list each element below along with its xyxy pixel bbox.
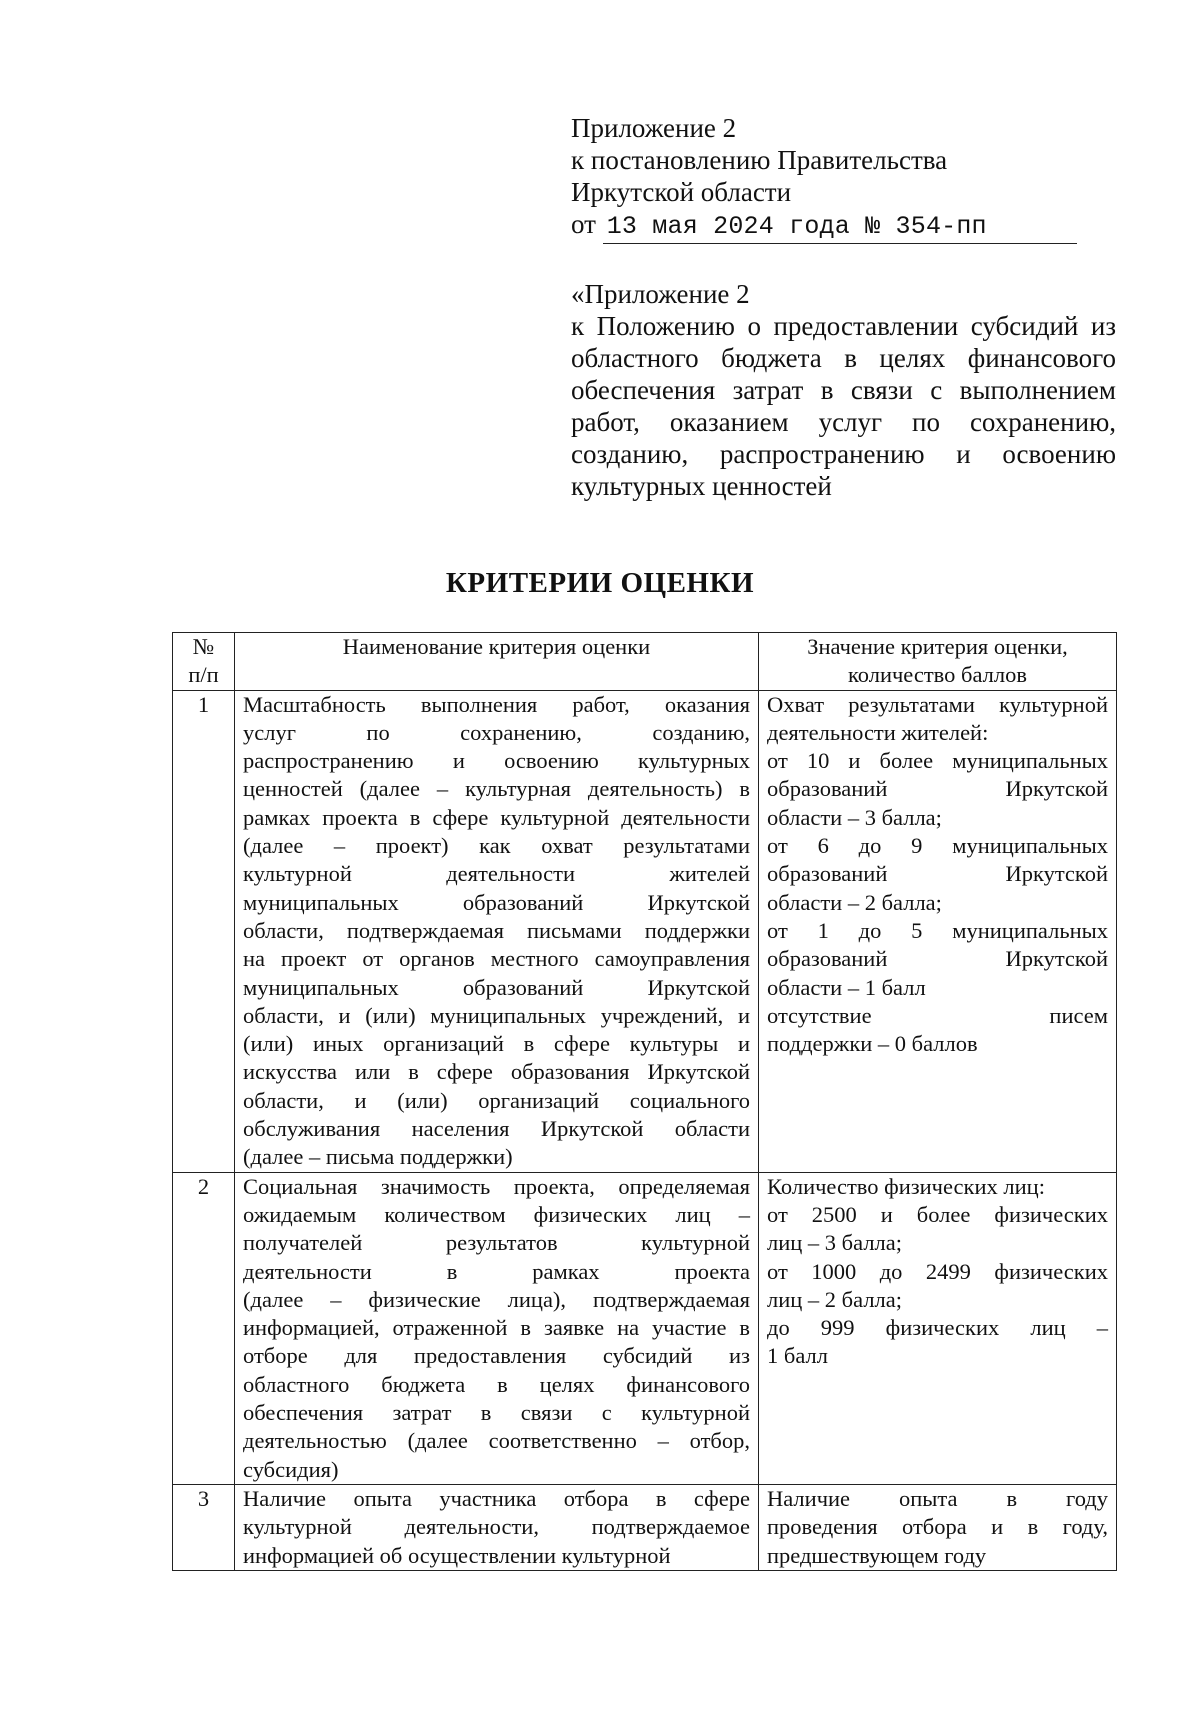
criterion-name-line: области, и (или) муниципальных учреждений, и — [243, 1002, 750, 1028]
criterion-name-line: областного бюджета в целях финансового — [243, 1371, 750, 1397]
criterion-name-line: ценностей (далее – культурная деятельность) в — [243, 776, 750, 802]
header-name-cell: Наименование критерия оценки — [235, 633, 759, 691]
header-num-line-2: п/п — [188, 662, 219, 688]
header-num-cell — [173, 633, 235, 691]
criterion-value-line: от 1000 до 2499 физических — [767, 1258, 1108, 1284]
annex-line-6: созданию, распространению и освоению — [571, 439, 1116, 469]
approval-note — [571, 112, 1091, 244]
header-value-line-2: количество баллов — [847, 662, 1027, 688]
criterion-name-line: на проект от органов местного самоуправления — [243, 946, 750, 972]
criterion-value-line: деятельности жителей: — [767, 719, 989, 745]
annex-line-2: к Положению о предоставлении субсидий из — [571, 311, 1116, 341]
criterion-name-line: культурной деятельности жителей — [243, 861, 750, 887]
criterion-value-line: лиц – 2 балла; — [767, 1286, 903, 1312]
criterion-name-text — [243, 1173, 750, 1484]
criterion-name-line: (далее – письма поддержки) — [243, 1144, 513, 1170]
criterion-value-line: проведения отбора и в году, — [767, 1514, 1108, 1540]
criterion-name-cell — [235, 690, 759, 1172]
criterion-value-line: образований Иркутской — [767, 776, 1108, 802]
approval-date-prefix: от — [571, 209, 596, 239]
criterion-value-line: области – 1 балл — [767, 974, 926, 1000]
row-number-cell: 1 — [173, 690, 235, 1172]
header-value-cell — [759, 633, 1117, 691]
table-row — [173, 1484, 1117, 1570]
criterion-value-cell — [759, 690, 1117, 1172]
annex-reference — [571, 278, 1116, 502]
criterion-name-line: искусства или в сфере образования Иркутской — [243, 1059, 750, 1085]
criterion-name-line: (далее – физические лица), подтверждаемая — [243, 1286, 750, 1312]
table-body — [173, 690, 1117, 1570]
criterion-value-cell — [759, 1484, 1117, 1570]
criterion-value-line: области – 3 балла; — [767, 804, 942, 830]
criterion-value-line: области – 2 балла; — [767, 889, 942, 915]
table-row — [173, 1172, 1117, 1484]
criterion-name-line: Масштабность выполнения работ, оказания — [243, 691, 750, 717]
annex-line-5: работ, оказанием услуг по сохранению, — [571, 407, 1116, 437]
row-number-cell: 2 — [173, 1172, 235, 1484]
criterion-value-text — [767, 1485, 1108, 1570]
approval-date-value: 13 мая 2024 года № 354-пп — [603, 211, 1077, 244]
criterion-value-line: образований Иркутской — [767, 861, 1108, 887]
criterion-name-line: отборе для предоставления субсидий из — [243, 1343, 750, 1369]
criterion-name-line: ожидаемым количеством физических лиц – — [243, 1201, 750, 1227]
criterion-name-line: муниципальных образований Иркутской — [243, 889, 750, 915]
criterion-name-text — [243, 1485, 750, 1570]
criterion-name-line: обслуживания населения Иркутской области — [243, 1116, 750, 1142]
criterion-name-line: муниципальных образований Иркутской — [243, 974, 750, 1000]
criterion-name-line: (или) иных организаций в сфере культуры и — [243, 1031, 750, 1057]
criterion-name-line: услуг по сохранению, созданию, — [243, 719, 750, 745]
criterion-name-line: деятельности в рамках проекта — [243, 1258, 750, 1284]
approval-line-3: Иркутской области — [571, 177, 792, 207]
criterion-value-cell — [759, 1172, 1117, 1484]
criterion-name-line: области, и (или) организаций социального — [243, 1087, 750, 1113]
criteria-table — [172, 632, 1117, 1571]
table-header-row — [173, 633, 1117, 691]
criterion-value-line: предшествующем году — [767, 1542, 987, 1568]
criterion-value-line: 1 балл — [767, 1343, 828, 1369]
annex-line-3: областного бюджета в целях финансового — [571, 343, 1116, 373]
annex-line-7: культурных ценностей — [571, 471, 832, 501]
criterion-value-line: от 1 до 5 муниципальных — [767, 917, 1108, 943]
criterion-value-line: Охват результатами культурной — [767, 691, 1108, 717]
criterion-name-line: Наличие опыта участника отбора в сфере — [243, 1485, 750, 1511]
criterion-value-line: Количество физических лиц: — [767, 1173, 1045, 1199]
criterion-value-line: от 6 до 9 муниципальных — [767, 833, 1108, 859]
criterion-name-text — [243, 691, 750, 1172]
criterion-name-line: (далее – проект) как охват результатами — [243, 833, 750, 859]
criterion-name-cell — [235, 1172, 759, 1484]
criterion-name-line: культурной деятельности, подтверждаемое — [243, 1514, 750, 1540]
criterion-name-line: обеспечения затрат в связи с культурной — [243, 1400, 750, 1426]
criterion-name-line: распространению и освоению культурных — [243, 748, 750, 774]
annex-line-4: обеспечения затрат в связи с выполнением — [571, 375, 1116, 405]
criterion-value-line: до 999 физических лиц – — [767, 1315, 1108, 1341]
criterion-value-line: лиц – 3 балла; — [767, 1230, 903, 1256]
criterion-name-line: информацией, отраженной в заявке на участие в — [243, 1315, 750, 1341]
header-value-line-1: Значение критерия оценки, — [807, 634, 1068, 659]
criterion-value-text — [767, 691, 1108, 1059]
criterion-value-line: образований Иркутской — [767, 946, 1108, 972]
criterion-name-line: получателей результатов культурной — [243, 1230, 750, 1256]
criterion-name-line: субсидия) — [243, 1456, 339, 1482]
criterion-value-line: Наличие опыта в году — [767, 1485, 1108, 1511]
criterion-value-line: от 10 и более муниципальных — [767, 748, 1108, 774]
criterion-value-line: поддержки – 0 баллов — [767, 1031, 978, 1057]
approval-line-2: к постановлению Правительства — [571, 145, 948, 175]
criterion-value-line: отсутствие писем — [767, 1002, 1108, 1028]
row-number-cell: 3 — [173, 1484, 235, 1570]
criterion-name-cell — [235, 1484, 759, 1570]
approval-date-line — [571, 208, 1091, 244]
criterion-name-line: Социальная значимость проекта, определяемая — [243, 1173, 750, 1199]
annex-line-1: «Приложение 2 — [571, 279, 750, 309]
criterion-name-line: деятельностью (далее соответственно – отбор, — [243, 1428, 750, 1454]
document-title: КРИТЕРИИ ОЦЕНКИ — [445, 567, 755, 599]
header-num-line-1: № — [192, 634, 215, 659]
criterion-name-line: области, подтверждаемая письмами поддержки — [243, 917, 750, 943]
table-row — [173, 690, 1117, 1172]
criterion-value-line: от 2500 и более физических — [767, 1201, 1108, 1227]
approval-line-1: Приложение 2 — [571, 113, 737, 143]
criterion-name-line: информацией об осуществлении культурной — [243, 1542, 671, 1568]
criterion-name-line: рамках проекта в сфере культурной деятельности — [243, 804, 750, 830]
criterion-value-text — [767, 1173, 1108, 1371]
